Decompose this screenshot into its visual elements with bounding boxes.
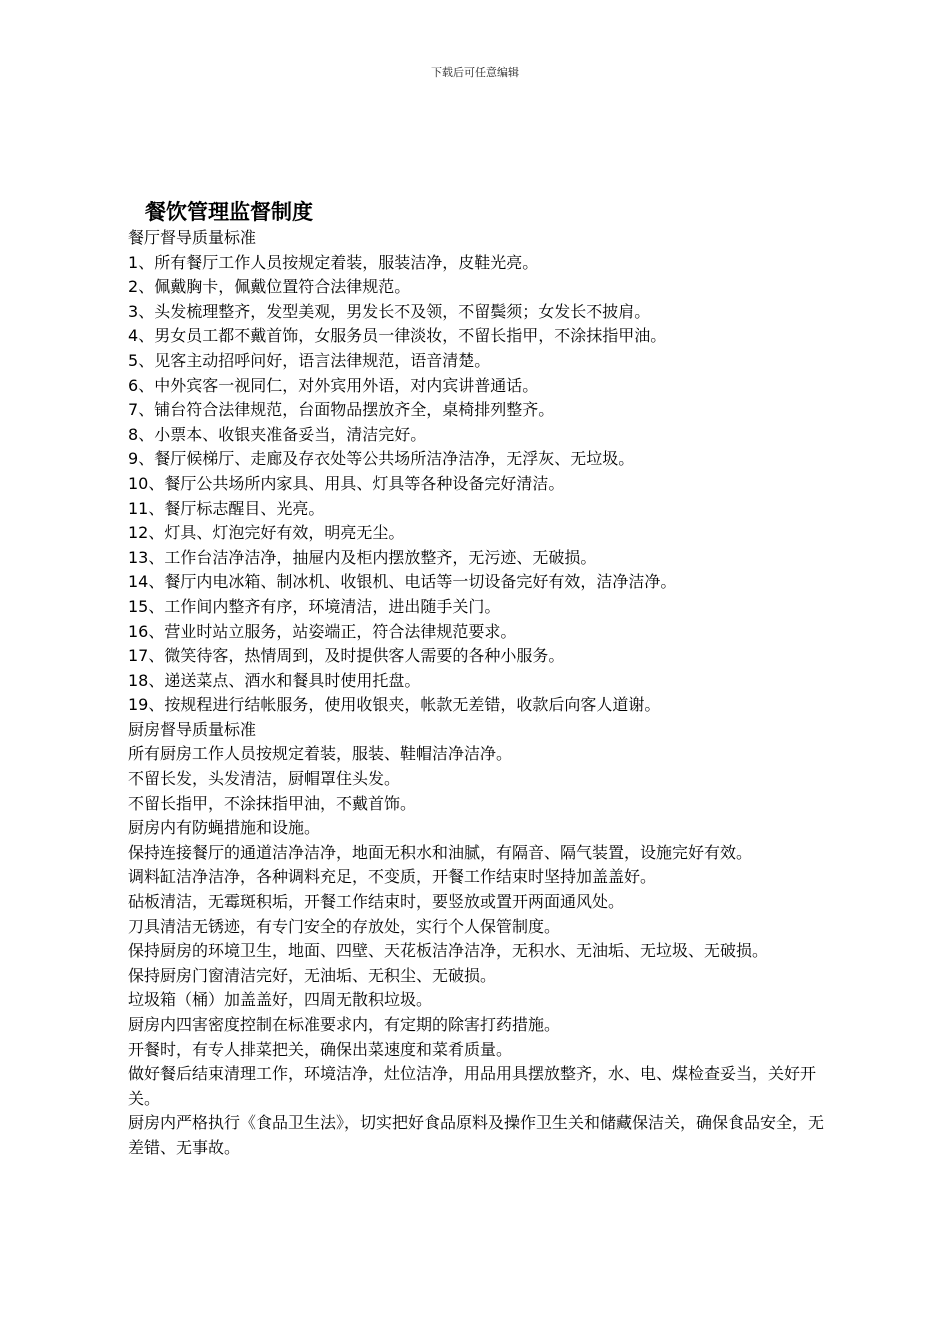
paragraph: 厨房内严格执行《食品卫生法》，切实把好食品原料及操作卫生关和储藏保洁关，确保食品安全，无差错、无事故。 (128, 1113, 825, 1157)
item-number: 12 (128, 523, 149, 543)
item-text: 、中外宾客一视同仁，对外宾用外语，对内宾讲普通话。 (138, 375, 539, 395)
document-body (128, 226, 828, 1161)
item-text: 、微笑待客，热情周到，及时提供客人需要的各种小服务。 (148, 646, 565, 666)
item-number: 16 (128, 621, 149, 641)
paragraph: 垃圾箱（桶）加盖盖好，四周无散积垃圾。 (128, 990, 433, 1010)
header-note: 下载后可任意编辑 (431, 66, 519, 79)
item-text: 、头发梳理整齐，发型美观，男发长不及领，不留鬓须；女发长不披肩。 (138, 301, 651, 321)
item-text: 、营业时站立服务，站姿端正，符合法律规范要求。 (148, 621, 517, 641)
list-item (128, 251, 828, 276)
list-item (128, 374, 828, 399)
section-heading-restaurant: 餐厅督导质量标准 (128, 228, 257, 247)
list-item (128, 644, 828, 669)
item-number: 3 (128, 301, 139, 321)
list-item (128, 595, 828, 620)
list-item (128, 275, 828, 300)
list-item (128, 300, 828, 325)
paragraph: 不留长发，头发清洁，厨帽罩住头发。 (128, 769, 401, 789)
item-number: 11 (128, 498, 149, 518)
list-item (128, 472, 828, 497)
item-number: 5 (128, 350, 139, 370)
list-item (128, 423, 828, 448)
paragraph: 保持连接餐厅的通道洁净洁净，地面无积水和油腻，有隔音、隔气装置，设施完好有效。 (128, 842, 753, 862)
list-item (128, 447, 828, 472)
item-number: 15 (128, 596, 149, 616)
item-number: 9 (128, 449, 139, 469)
paragraph: 保持厨房的环境卫生，地面、四壁、天花板洁净洁净，无积水、无油垢、无垃圾、无破损。 (128, 941, 769, 961)
paragraph: 开餐时，有专人排菜把关，确保出菜速度和菜肴质量。 (128, 1039, 513, 1059)
list-item (128, 669, 828, 694)
item-number: 8 (128, 424, 139, 444)
item-text: 、餐厅公共场所内家具、用具、灯具等各种设备完好清洁。 (148, 473, 565, 493)
item-text: 、餐厅内电冰箱、制冰机、收银机、电话等一切设备完好有效，洁净洁净。 (148, 572, 677, 592)
paragraph: 不留长指甲，不涂抹指甲油，不戴首饰。 (128, 793, 417, 813)
item-text: 、小票本、收银夹准备妥当，清洁完好。 (138, 424, 427, 444)
item-number: 13 (128, 547, 149, 567)
paragraph: 调料缸洁净洁净，各种调料充足，不变质，开餐工作结束时坚持加盖盖好。 (128, 867, 657, 887)
item-text: 、铺台符合法律规范，台面物品摆放齐全，桌椅排列整齐。 (138, 400, 555, 420)
list-item (128, 570, 828, 595)
kitchen-paragraph-list (128, 742, 828, 1160)
document-title: 餐饮管理监督制度 (145, 200, 313, 224)
list-item (128, 521, 828, 546)
item-text: 、工作台洁净洁净，抽屉内及柜内摆放整齐，无污迹、无破损。 (148, 547, 597, 567)
paragraph: 砧板清洁，无霉斑积垢，开餐工作结束时，要竖放或置开两面通风处。 (128, 892, 625, 912)
item-number: 14 (128, 572, 149, 592)
paragraph: 刀具清洁无锈迹，有专门安全的存放处，实行个人保管制度。 (128, 916, 561, 936)
item-number: 2 (128, 277, 139, 297)
paragraph: 厨房内有防蝇措施和设施。 (128, 818, 321, 838)
item-number: 7 (128, 400, 139, 420)
list-item (128, 546, 828, 571)
item-number: 19 (128, 695, 149, 715)
item-text: 、男女员工都不戴首饰，女服务员一律淡妆，不留长指甲，不涂抹指甲油。 (138, 326, 667, 346)
list-item (128, 620, 828, 645)
paragraph: 做好餐后结束清理工作，环境洁净，灶位洁净，用品用具摆放整齐，水、电、煤检查妥当，关好开关。 (128, 1064, 817, 1108)
item-text: 、餐厅标志醒目、光亮。 (148, 498, 325, 518)
list-item (128, 398, 828, 423)
paragraph: 保持厨房门窗清洁完好，无油垢、无积尘、无破损。 (128, 965, 497, 985)
item-text: 、餐厅候梯厅、走廊及存衣处等公共场所洁净洁净，无浮灰、无垃圾。 (138, 449, 635, 469)
restaurant-item-list (128, 251, 828, 718)
list-item (128, 497, 828, 522)
section-heading-kitchen: 厨房督导质量标准 (128, 719, 257, 739)
item-text: 、见客主动招呼问好，语言法律规范，语音清楚。 (138, 350, 491, 370)
item-number: 1 (128, 252, 139, 272)
paragraph: 厨房内四害密度控制在标准要求内，有定期的除害打药措施。 (128, 1015, 561, 1034)
item-number: 18 (128, 670, 149, 690)
item-text: 、灯具、灯泡完好有效，明亮无尘。 (148, 523, 405, 543)
list-item (128, 349, 828, 374)
item-number: 17 (128, 646, 149, 666)
item-text: 、按规程进行结帐服务，使用收银夹，帐款无差错，收款后向客人道谢。 (148, 695, 661, 715)
list-item (128, 693, 828, 718)
item-text: 、工作间内整齐有序，环境清洁，进出随手关门。 (148, 596, 501, 616)
item-number: 6 (128, 375, 139, 395)
item-text: 、所有餐厅工作人员按规定着装，服装洁净，皮鞋光亮。 (138, 252, 539, 272)
item-text: 、佩戴胸卡，佩戴位置符合法律规范。 (138, 277, 411, 297)
paragraph: 所有厨房工作人员按规定着装，服装、鞋帽洁净洁净。 (128, 744, 513, 764)
item-number: 4 (128, 326, 139, 346)
list-item (128, 324, 828, 349)
item-text: 、递送菜点、酒水和餐具时使用托盘。 (148, 670, 421, 690)
item-number: 10 (128, 473, 149, 493)
